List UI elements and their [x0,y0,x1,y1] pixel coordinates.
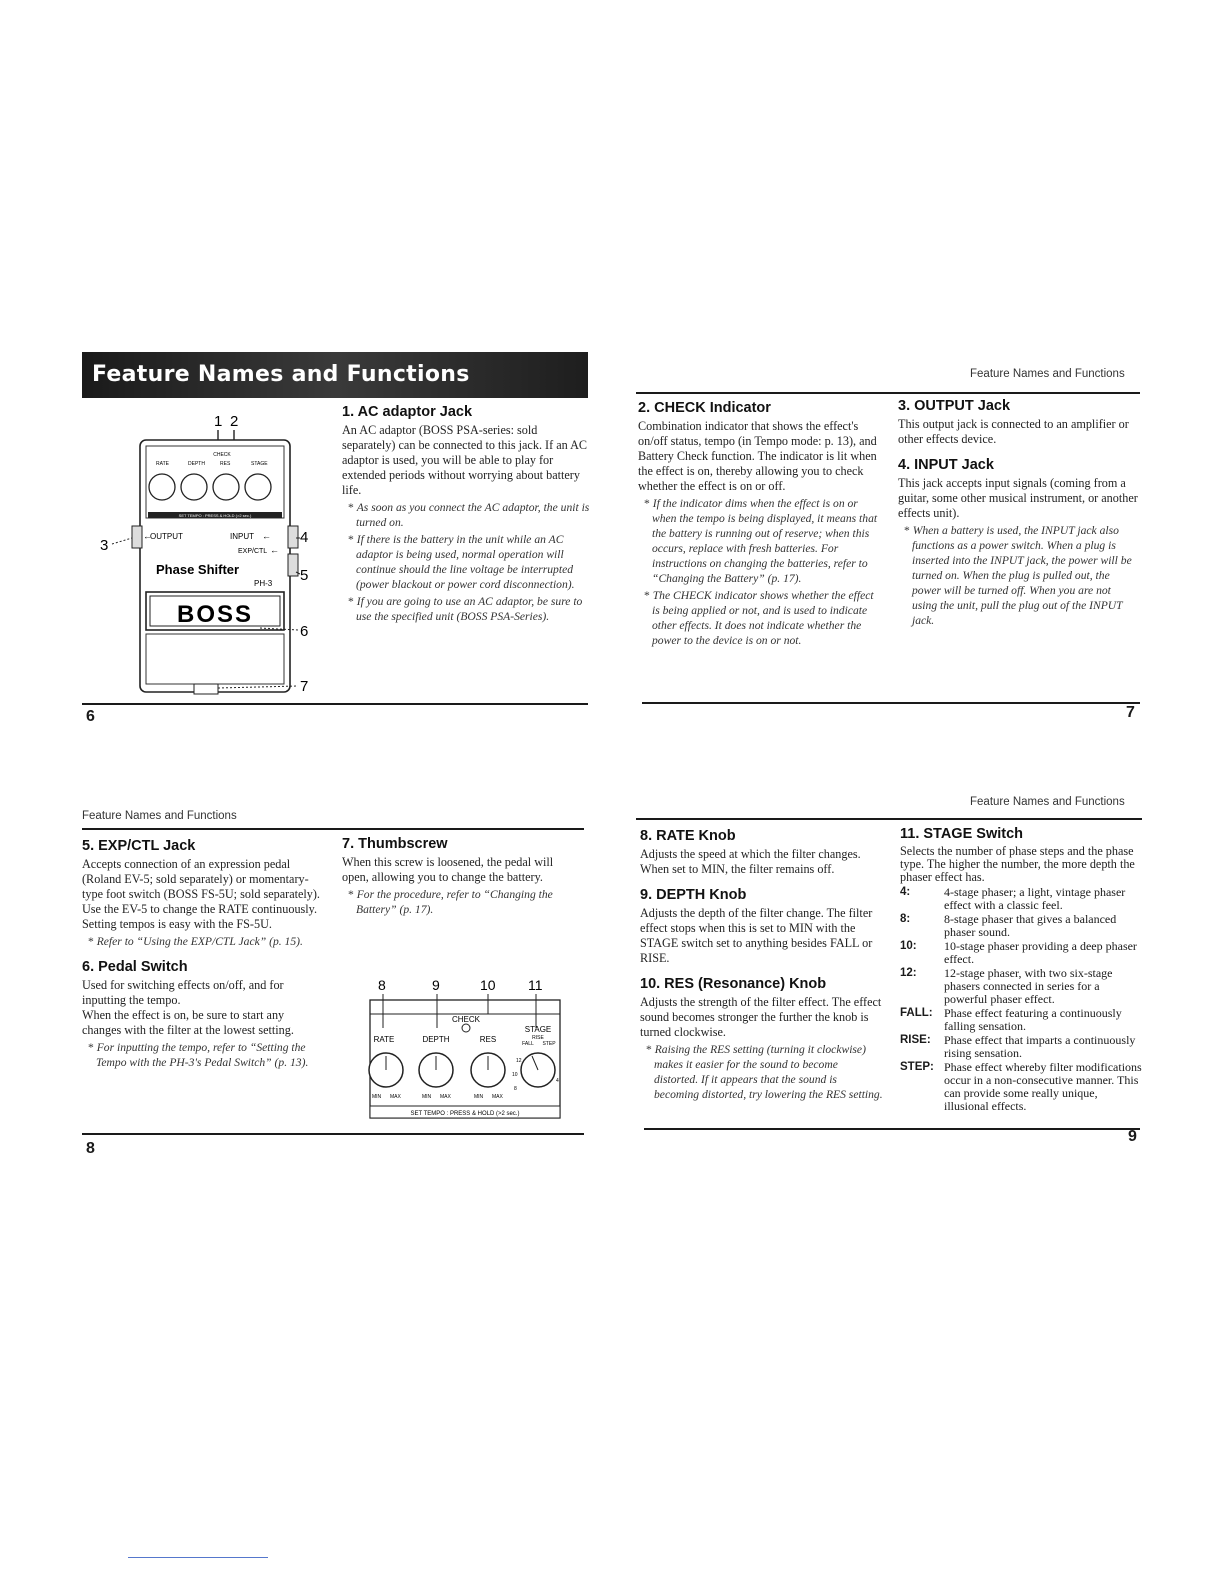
body-expctl-jack: Accepts connection of an expression pedal (Roland EV-5; sold separately) or momentary-type foot switch (BOSS FS-5U; sold separately). [82,857,320,901]
heading-stage-switch: 11. STAGE Switch [900,826,1024,842]
svg-text:←: ← [143,531,152,541]
callout-4: 4 [300,529,309,546]
heading-pedal-switch: 6. Pedal Switch [82,959,188,975]
section-stage-switch [900,826,1142,1114]
stage-def-fall: FALL: Phase effect featuring a continuously falling sensation. [900,1006,1122,1033]
page-number-9: 9 [1128,1128,1137,1145]
column-exp-pedal [82,838,326,1080]
callout-10: 10 [480,977,496,993]
running-head-page7: Feature Names and Functions [970,368,1125,380]
running-head-page8: Feature Names and Functions [82,810,237,822]
page6-bottom-rule [82,703,588,705]
callout-9: 9 [432,977,440,993]
panel-tempo-strip: SET TEMPO : PRESS & HOLD (>2 sec.) [410,1111,520,1117]
pedal-input-label: INPUT [230,532,254,541]
stage-def-step: STEP: Phase effect whereby filter modifications occur in a non-consecutive manner. This can provide some really unique, illusional effects. [900,1060,1142,1113]
note-ac-adaptor-2: * If there is the battery in the unit while an AC adaptor is being used, normal operation will continue should the line voltage be interrupted (power blackout or power cord disconnection). [356,532,590,592]
callout-7: 7 [300,678,309,695]
section-banner: Feature Names and Functions [82,352,588,398]
body-expctl-line2: Use the EV-5 to change the RATE continuously. [82,902,318,916]
pedal-knob-label-res: RES [220,461,231,467]
panel-res-max: MAX [492,1094,503,1100]
panel-knob-label-stage: STAGE [524,1025,552,1034]
panel-stage-rise: RISE [532,1035,544,1041]
stage-def-rise: RISE: Phase effect that imparts a continuously rising sensation. [900,1033,1136,1060]
stage-def-12: 12: 12-stage phaser, with two six-stage phasers connected in series for a powerful phaser effect. [900,966,1113,1006]
pedal-knob-depth [181,474,207,500]
note-check-1: * If the indicator dims when the effect is on or when the tempo is being displayed, it means that the battery is running out of reserve; when this occurs, replace with fresh batteries. For instructions on changing the batteries, refer to “Changing the Battery” (p. 17). [652,496,882,586]
panel-stage-10: 10 [512,1072,518,1078]
section-depth-knob [640,887,884,966]
pedal-knob-stage [245,474,271,500]
stage-def-8: 8: 8-stage phaser that gives a balanced phaser sound. [900,912,1117,939]
pedal-tempo-strip: SET TEMPO : PRESS & HOLD (>2 sec.) [178,513,252,518]
section-res-knob [640,976,884,1102]
callout-6: 6 [300,623,309,640]
note-pedal-switch-1: * For inputting the tempo, refer to “Setting the Tempo with the PH-3's Pedal Switch” (p. 13). [96,1040,326,1070]
callout-11: 11 [528,977,543,993]
panel-stage-4: 4 [556,1078,559,1084]
body-thumbscrew: When this screw is loosened, the pedal will open, allowing you to change the battery. [342,855,554,884]
callout-2: 2 [230,413,239,430]
panel-stage-step: STEP [542,1041,556,1047]
section-ac-adaptor-jack [342,404,590,624]
section-rate-knob [640,828,884,877]
page8-bottom-rule [82,1133,584,1135]
panel-knob-label-res: RES [479,1035,497,1044]
panel-check-led [462,1024,470,1032]
panel-stage-fall: FALL [522,1041,534,1047]
callout-8: 8 [378,977,386,993]
column-output-input [898,398,1138,638]
pedal-diagram [96,408,326,698]
pedal-knob-label-rate: RATE [156,461,169,467]
panel-res-min: MIN [474,1094,484,1100]
heading-thumbscrew: 7. Thumbscrew [342,836,448,852]
body-expctl-line3: Setting tempos is easy with the FS-5U. [82,917,272,931]
callout-3: 3 [100,537,109,554]
body-stage-switch: Selects the number of phase steps and the phase type. The higher the number, the more depth the phaser effect has. [900,844,1135,884]
page9-bottom-rule [644,1128,1140,1130]
section-output-jack [898,398,1138,447]
note-expctl-1: * Refer to “Using the EXP/CTL Jack” (p. 15). [96,934,326,949]
note-ac-adaptor-3: * If you are going to use an AC adaptor, be sure to use the specified unit (BOSS PSA-Series). [356,594,590,624]
panel-stage-8: 8 [514,1086,517,1092]
heading-depth-knob: 9. DEPTH Knob [640,887,747,903]
section-expctl-jack [82,838,326,949]
footer-link-line [128,1557,268,1558]
body-input-jack: This jack accepts input signals (coming from a guitar, some other musical instrument, or another effects unit). [898,476,1138,520]
pedal-knob-res [213,474,239,500]
heading-ac-adaptor-jack: 1. AC adaptor Jack [342,404,473,420]
stage-def-10: 10: 10-stage phaser providing a deep phaser effect. [900,939,1137,966]
pedal-check-label: CHECK [213,452,231,458]
pedal-knob-label-stage: STAGE [251,461,268,467]
control-panel-diagram [366,970,566,1120]
pedal-knob-label-depth: DEPTH [188,461,205,467]
panel-knob-label-depth: DEPTH [422,1035,450,1044]
pedal-model-code: PH-3 [254,579,273,588]
note-ac-adaptor-1: * As soon as you connect the AC adaptor, the unit is turned on. [356,500,590,530]
svg-text:←: ← [270,545,279,555]
svg-text:←: ← [262,531,271,541]
page9-top-rule [636,818,1142,820]
body-pedal-switch-line2: When the effect is on, be sure to start any changes with the filter at the lowest setting. [82,1008,294,1037]
callout-5: 5 [300,567,309,584]
stage-def-4: 4: 4-stage phaser; a light, vintage phaser effect with a classic feel. [900,885,1126,912]
body-res-knob: Adjusts the strength of the filter effect. The effect sound becomes stronger the further the knob is turned clockwise. [640,995,882,1039]
heading-check-indicator: 2. CHECK Indicator [638,400,771,416]
page8-top-rule [82,828,584,830]
body-rate-knob: Adjusts the speed at which the filter changes. When set to MIN, the filter remains off. [640,847,861,876]
panel-knob-label-rate: RATE [373,1035,395,1044]
body-output-jack: This output jack is connected to an amplifier or other effects device. [898,417,1129,446]
panel-check-label: CHECK [451,1015,481,1024]
panel-depth-max: MAX [440,1094,451,1100]
heading-input-jack: 4. INPUT Jack [898,457,994,473]
page-number-6: 6 [86,708,95,725]
note-input-1: * When a battery is used, the INPUT jack also functions as a power switch. When a plug is inserted into the INPUT jack, the power will be turned on. When the plug is pulled out, the power will be turned off. When you are not using the unit, pull the plug out of the INPUT jack. [912,523,1138,628]
panel-depth-min: MIN [422,1094,432,1100]
page7-top-rule [636,392,1140,394]
section-thumbscrew [342,836,582,917]
stage-definition-list [900,886,1142,1113]
section-pedal-switch [82,959,326,1070]
section-input-jack [898,457,1138,628]
body-ac-adaptor-jack: An AC adaptor (BOSS PSA-series: sold separately) can be connected to this jack. If an AC adaptor is used, you will be able to play for extended periods without worrying about battery life. [342,423,588,497]
body-check-indicator: Combination indicator that shows the effect's on/off status, tempo (in Tempo mode: p. 13), and Battery Check function. The indicator is lit when the effect is on, thereby allowing you to check whether the effect is on or off. [638,419,877,493]
column-knobs [640,828,884,1112]
pedal-expctl-label: EXP/CTL [238,548,268,555]
callout-1: 1 [214,413,223,430]
running-head-page9: Feature Names and Functions [970,796,1125,808]
panel-rate-max: MAX [390,1094,401,1100]
panel-stage-12: 12 [516,1058,522,1064]
pedal-brand: BOSS [176,601,254,628]
pedal-knob-rate [149,474,175,500]
body-pedal-switch: Used for switching effects on/off, and for inputting the tempo. [82,978,284,1007]
section-check-indicator [638,400,882,648]
note-check-2: * The CHECK indicator shows whether the effect is being applied or not, and is used to indicate other effects. It does not indicate whether the power to the device is on or not. [652,588,882,648]
page-number-7: 7 [1126,704,1135,721]
body-depth-knob: Adjusts the depth of the filter change. The filter effect stops when this is set to MIN with the STAGE switch set to anything besides FALL or RISE. [640,906,873,965]
note-thumbscrew-1: * For the procedure, refer to “Changing the Battery” (p. 17). [356,887,582,917]
heading-expctl-jack: 5. EXP/CTL Jack [82,838,196,854]
page7-bottom-rule [642,702,1140,704]
panel-rate-min: MIN [372,1094,382,1100]
heading-rate-knob: 8. RATE Knob [640,828,736,844]
page-number-8: 8 [86,1140,95,1157]
heading-res-knob: 10. RES (Resonance) Knob [640,976,827,992]
pedal-model-name: Phase Shifter [156,562,240,577]
note-res-1: * Raising the RES setting (turning it clockwise) makes it easier for the sound to become distorted. If it appears that the sound is becoming distorted, try lowering the RES setting. [654,1042,884,1102]
heading-output-jack: 3. OUTPUT Jack [898,398,1011,414]
pedal-output-label: OUTPUT [150,532,183,541]
